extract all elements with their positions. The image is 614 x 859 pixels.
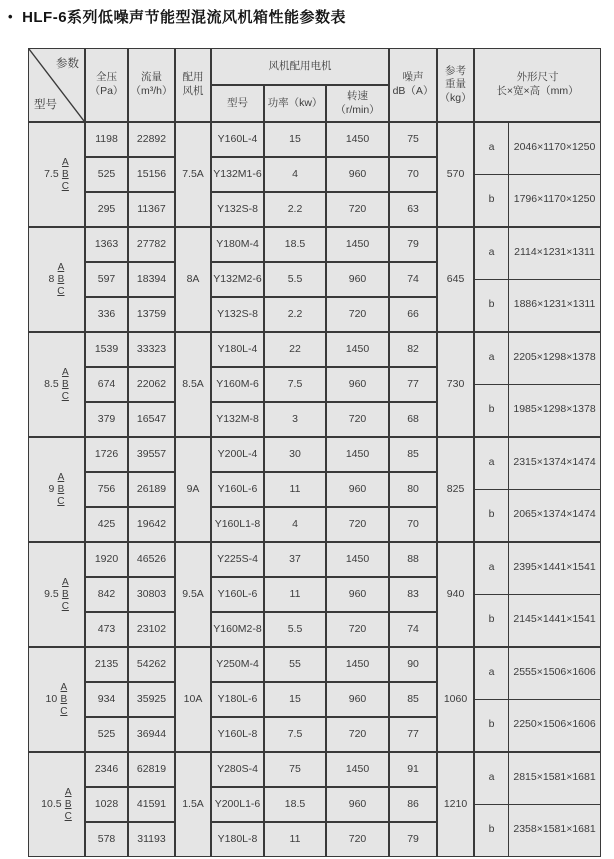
cell-weight: 1210	[437, 752, 474, 857]
header-pressure-line1: 全压	[96, 71, 117, 84]
cell-pressure: 2346	[85, 752, 128, 787]
page-title-text: HLF-6系列低噪声节能型混流风机箱性能参数表	[22, 9, 347, 26]
dimension-variant-label: b	[475, 490, 509, 542]
cell-dimensions	[474, 647, 601, 752]
model-variants	[57, 472, 64, 508]
cell-speed: 1450	[326, 122, 389, 157]
cell-noise: 68	[389, 402, 437, 437]
cell-power: 4	[264, 157, 326, 192]
dimension-value: 2395×1441×1541	[509, 543, 600, 595]
cell-speed: 960	[326, 367, 389, 402]
dimension-variant-label: b	[475, 175, 509, 227]
header-fan-line2: 风机	[182, 85, 204, 97]
cell-noise: 75	[389, 122, 437, 157]
cell-power: 3	[264, 402, 326, 437]
cell-noise: 77	[389, 717, 437, 752]
header-fan-line1: 配用	[182, 71, 204, 84]
cell-flow: 15156	[128, 157, 175, 192]
header-noise-unit: dB（A）	[392, 85, 434, 97]
dimensions-grid	[475, 228, 600, 331]
dimension-variant-label: b	[475, 595, 509, 647]
cell-power: 5.5	[264, 262, 326, 297]
cell-motor-model: Y180M-4	[211, 227, 264, 262]
model-variant-letter: A	[61, 156, 69, 168]
model-variant-letter: C	[64, 810, 72, 822]
cell-flow: 31193	[128, 822, 175, 857]
model-variant-letter: B	[61, 168, 69, 180]
cell-motor-model: Y180L-6	[211, 682, 264, 717]
cell-power: 11	[264, 472, 326, 507]
cell-dimensions	[474, 227, 601, 332]
model-variants	[57, 262, 64, 298]
cell-pressure: 1028	[85, 787, 128, 822]
header-speed-unit: （r/min）	[335, 103, 380, 116]
cell-power: 22	[264, 332, 326, 367]
model-variant-letter: C	[61, 180, 69, 192]
table-body	[28, 122, 601, 857]
cell-weight: 940	[437, 542, 474, 647]
header-weight-unit: （kg）	[439, 91, 472, 104]
cell-motor-model: Y180L-4	[211, 332, 264, 367]
cell-weight: 1060	[437, 647, 474, 752]
dimension-value: 1886×1231×1311	[513, 298, 596, 311]
cell-speed: 1450	[326, 437, 389, 472]
cell-motor-model: Y160L-4	[211, 122, 264, 157]
cell-pressure: 1920	[85, 542, 128, 577]
cell-power: 7.5	[264, 717, 326, 752]
dimension-value: 2065×1374×1474	[513, 508, 596, 521]
cell-noise: 85	[389, 437, 437, 472]
header-pressure	[85, 48, 128, 122]
cell-pressure: 336	[85, 297, 128, 332]
model-variant-letter: B	[61, 588, 69, 600]
cell-flow: 36944	[128, 717, 175, 752]
header-speed	[326, 85, 389, 122]
cell-flow: 30803	[128, 577, 175, 612]
header-fan	[175, 48, 211, 122]
cell-weight: 825	[437, 437, 474, 542]
cell-pressure: 934	[85, 682, 128, 717]
model-number: 9.5	[44, 587, 59, 600]
cell-power: 5.5	[264, 612, 326, 647]
model-variants	[65, 787, 72, 823]
cell-noise: 79	[389, 227, 437, 262]
cell-power: 55	[264, 647, 326, 682]
dimension-value: 2315×1374×1474	[509, 438, 600, 490]
header-dimensions-line2: 长×宽×高（mm）	[496, 85, 579, 97]
cell-noise: 82	[389, 332, 437, 367]
table-row	[28, 542, 601, 577]
spec-table	[28, 48, 601, 857]
cell-motor-model: Y160M2-8	[211, 612, 264, 647]
dimension-variant-label: a	[475, 438, 509, 490]
cell-power: 15	[264, 122, 326, 157]
cell-flow: 22892	[128, 122, 175, 157]
cell-flow: 62819	[128, 752, 175, 787]
header-dimensions-line1: 外形尺寸	[516, 71, 559, 84]
cell-flow: 27782	[128, 227, 175, 262]
cell-motor-model: Y180L-8	[211, 822, 264, 857]
cell-model	[28, 122, 85, 227]
model-variant-letter: A	[61, 366, 69, 378]
cell-pressure: 1539	[85, 332, 128, 367]
cell-motor-model: Y280S-4	[211, 752, 264, 787]
cell-motor-model: Y225S-4	[211, 542, 264, 577]
cell-pressure: 597	[85, 262, 128, 297]
cell-flow: 13759	[128, 297, 175, 332]
model-variant-letter: C	[61, 390, 69, 402]
cell-noise: 80	[389, 472, 437, 507]
header-speed-line1: 转速	[347, 89, 369, 102]
model-variant-letter: C	[61, 600, 69, 612]
header-dimensions	[474, 48, 601, 122]
model-number: 10	[45, 692, 58, 705]
header-noise-line1: 噪声	[402, 71, 424, 84]
model-variant-letter: B	[61, 378, 69, 390]
cell-dimensions	[474, 122, 601, 227]
dimension-value: 2046×1170×1250	[509, 123, 600, 175]
cell-flow: 26189	[128, 472, 175, 507]
cell-weight: 730	[437, 332, 474, 437]
cell-noise: 74	[389, 262, 437, 297]
cell-motor-model: Y160M-6	[211, 367, 264, 402]
dimension-variant-label: a	[475, 753, 509, 805]
dimension-variant-label: a	[475, 648, 509, 700]
cell-flow: 23102	[128, 612, 175, 647]
cell-dimensions	[474, 542, 601, 647]
cell-power: 18.5	[264, 787, 326, 822]
cell-pressure: 578	[85, 822, 128, 857]
header-corner-param: 参数	[56, 58, 79, 70]
dimension-value: 2555×1506×1606	[509, 648, 600, 700]
dimension-value: 2114×1231×1311	[509, 228, 600, 280]
cell-model	[28, 542, 85, 647]
cell-motor-model: Y132M-8	[211, 402, 264, 437]
model-variant-letter: B	[60, 693, 68, 705]
cell-pressure: 295	[85, 192, 128, 227]
cell-model	[28, 437, 85, 542]
cell-fan: 9.5A	[175, 542, 211, 647]
table-row	[28, 122, 601, 157]
cell-dimensions	[474, 437, 601, 542]
model-label	[29, 787, 84, 823]
cell-noise: 90	[389, 647, 437, 682]
model-variant-letter: A	[61, 576, 69, 588]
cell-speed: 720	[326, 402, 389, 437]
cell-speed: 720	[326, 612, 389, 647]
dimension-value: 1985×1298×1378	[513, 403, 596, 416]
cell-model	[28, 227, 85, 332]
model-number: 9	[48, 482, 55, 495]
dimensions-grid	[475, 753, 600, 856]
table-row	[28, 332, 601, 367]
cell-motor-model: Y132S-8	[211, 297, 264, 332]
cell-power: 2.2	[264, 297, 326, 332]
cell-flow: 54262	[128, 647, 175, 682]
cell-noise: 77	[389, 367, 437, 402]
dimension-value: 2358×1581×1681	[513, 823, 596, 836]
cell-fan: 7.5A	[175, 122, 211, 227]
cell-flow: 35925	[128, 682, 175, 717]
dimension-variant-label: b	[475, 280, 509, 332]
dimension-value: 1796×1170×1250	[513, 193, 596, 206]
cell-pressure: 473	[85, 612, 128, 647]
dimension-variant-label: b	[475, 385, 509, 437]
model-variant-letter: A	[64, 786, 72, 798]
cell-noise: 88	[389, 542, 437, 577]
header-power: 功率（kw）	[264, 85, 326, 122]
header-motor-model: 型号	[211, 85, 264, 122]
table-row	[28, 227, 601, 262]
model-variant-letter: B	[64, 798, 72, 810]
dimensions-grid	[475, 123, 600, 226]
cell-noise: 85	[389, 682, 437, 717]
cell-flow: 46526	[128, 542, 175, 577]
cell-speed: 1450	[326, 752, 389, 787]
dimension-value: 2145×1441×1541	[513, 613, 596, 626]
cell-power: 11	[264, 822, 326, 857]
model-label	[29, 367, 84, 403]
header-corner	[28, 48, 85, 122]
cell-noise: 63	[389, 192, 437, 227]
cell-model	[28, 332, 85, 437]
table-row	[28, 647, 601, 682]
model-variant-letter: B	[57, 273, 65, 285]
dimensions-grid	[475, 543, 600, 646]
cell-motor-model: Y160L-6	[211, 472, 264, 507]
cell-motor-model: Y132S-8	[211, 192, 264, 227]
header-flow-unit: （m³/h）	[130, 85, 173, 97]
bullet-icon: •	[8, 9, 14, 24]
cell-fan: 8A	[175, 227, 211, 332]
dimension-variant-label: a	[475, 543, 509, 595]
cell-speed: 720	[326, 507, 389, 542]
cell-noise: 74	[389, 612, 437, 647]
cell-fan: 8.5A	[175, 332, 211, 437]
cell-pressure: 525	[85, 157, 128, 192]
cell-speed: 720	[326, 717, 389, 752]
model-variant-letter: C	[57, 285, 65, 297]
model-label	[29, 157, 84, 193]
cell-flow: 11367	[128, 192, 175, 227]
dimension-variant-label: b	[475, 805, 509, 857]
cell-speed: 960	[326, 787, 389, 822]
cell-speed: 960	[326, 577, 389, 612]
cell-flow: 41591	[128, 787, 175, 822]
model-variants	[60, 682, 67, 718]
cell-speed: 1450	[326, 542, 389, 577]
cell-fan: 9A	[175, 437, 211, 542]
cell-power: 75	[264, 752, 326, 787]
model-variants	[62, 367, 69, 403]
dimension-variant-label: a	[475, 228, 509, 280]
model-variants	[62, 157, 69, 193]
cell-speed: 960	[326, 262, 389, 297]
model-number: 8.5	[44, 377, 59, 390]
cell-power: 11	[264, 577, 326, 612]
model-number: 10.5	[41, 797, 62, 810]
cell-noise: 83	[389, 577, 437, 612]
cell-noise: 70	[389, 157, 437, 192]
cell-noise: 86	[389, 787, 437, 822]
cell-motor-model: Y160L-8	[211, 717, 264, 752]
cell-power: 7.5	[264, 367, 326, 402]
cell-power: 4	[264, 507, 326, 542]
cell-flow: 33323	[128, 332, 175, 367]
cell-noise: 66	[389, 297, 437, 332]
model-label	[29, 472, 84, 508]
cell-pressure: 842	[85, 577, 128, 612]
cell-pressure: 525	[85, 717, 128, 752]
cell-power: 30	[264, 437, 326, 472]
cell-power: 18.5	[264, 227, 326, 262]
cell-weight: 645	[437, 227, 474, 332]
cell-pressure: 1363	[85, 227, 128, 262]
cell-speed: 1450	[326, 227, 389, 262]
cell-motor-model: Y200L-4	[211, 437, 264, 472]
model-variant-letter: A	[57, 471, 65, 483]
model-number: 8	[48, 272, 55, 285]
cell-flow: 19642	[128, 507, 175, 542]
cell-weight: 570	[437, 122, 474, 227]
header-flow-line1: 流量	[141, 71, 162, 84]
cell-pressure: 2135	[85, 647, 128, 682]
header-row-1	[28, 48, 601, 85]
header-weight-line1: 参考	[445, 64, 467, 77]
model-variant-letter: B	[57, 483, 65, 495]
cell-pressure: 1198	[85, 122, 128, 157]
cell-motor-model: Y160L-6	[211, 577, 264, 612]
cell-flow: 39557	[128, 437, 175, 472]
table-row	[28, 752, 601, 787]
cell-flow: 18394	[128, 262, 175, 297]
dimension-value: 2205×1298×1378	[509, 333, 600, 385]
cell-motor-model: Y132M1-6	[211, 157, 264, 192]
page-title	[8, 6, 346, 27]
cell-power: 15	[264, 682, 326, 717]
dimension-variant-label: a	[475, 333, 509, 385]
header-weight-line2: 重量	[445, 78, 467, 91]
cell-fan: 1.5A	[175, 752, 211, 857]
table-row	[28, 437, 601, 472]
dimension-variant-label: a	[475, 123, 509, 175]
model-variants	[62, 577, 69, 613]
model-label	[29, 682, 84, 718]
header-corner-model: 型号	[34, 99, 57, 112]
cell-flow: 16547	[128, 402, 175, 437]
cell-motor-model: Y250M-4	[211, 647, 264, 682]
model-variant-letter: A	[57, 261, 65, 273]
cell-fan: 10A	[175, 647, 211, 752]
dimensions-grid	[475, 648, 600, 751]
cell-motor-model: Y132M2-6	[211, 262, 264, 297]
cell-pressure: 756	[85, 472, 128, 507]
cell-power: 2.2	[264, 192, 326, 227]
cell-speed: 720	[326, 192, 389, 227]
model-label	[29, 262, 84, 298]
cell-pressure: 425	[85, 507, 128, 542]
cell-noise: 70	[389, 507, 437, 542]
header-motor-group: 风机配用电机	[211, 48, 389, 85]
cell-motor-model: Y160L1-8	[211, 507, 264, 542]
cell-noise: 91	[389, 752, 437, 787]
cell-power: 37	[264, 542, 326, 577]
cell-pressure: 379	[85, 402, 128, 437]
cell-speed: 1450	[326, 332, 389, 367]
cell-dimensions	[474, 332, 601, 437]
cell-motor-model: Y200L1-6	[211, 787, 264, 822]
model-number: 7.5	[44, 167, 59, 180]
model-variant-letter: C	[57, 495, 65, 507]
dimension-value: 2815×1581×1681	[509, 753, 600, 805]
cell-flow: 22062	[128, 367, 175, 402]
cell-speed: 960	[326, 682, 389, 717]
cell-speed: 720	[326, 822, 389, 857]
model-variant-letter: A	[60, 681, 68, 693]
model-variant-letter: C	[60, 705, 68, 717]
cell-model	[28, 647, 85, 752]
dimensions-grid	[475, 438, 600, 541]
header-noise	[389, 48, 437, 122]
cell-speed: 720	[326, 297, 389, 332]
header-pressure-unit: （Pa）	[89, 85, 124, 97]
cell-speed: 1450	[326, 647, 389, 682]
dimension-value: 2250×1506×1606	[513, 718, 596, 731]
header-weight	[437, 48, 474, 122]
cell-model	[28, 752, 85, 857]
cell-speed: 960	[326, 472, 389, 507]
cell-pressure: 1726	[85, 437, 128, 472]
cell-pressure: 674	[85, 367, 128, 402]
cell-dimensions	[474, 752, 601, 857]
dimension-variant-label: b	[475, 700, 509, 752]
cell-noise: 79	[389, 822, 437, 857]
dimensions-grid	[475, 333, 600, 436]
header-flow	[128, 48, 175, 122]
cell-speed: 960	[326, 157, 389, 192]
model-label	[29, 577, 84, 613]
